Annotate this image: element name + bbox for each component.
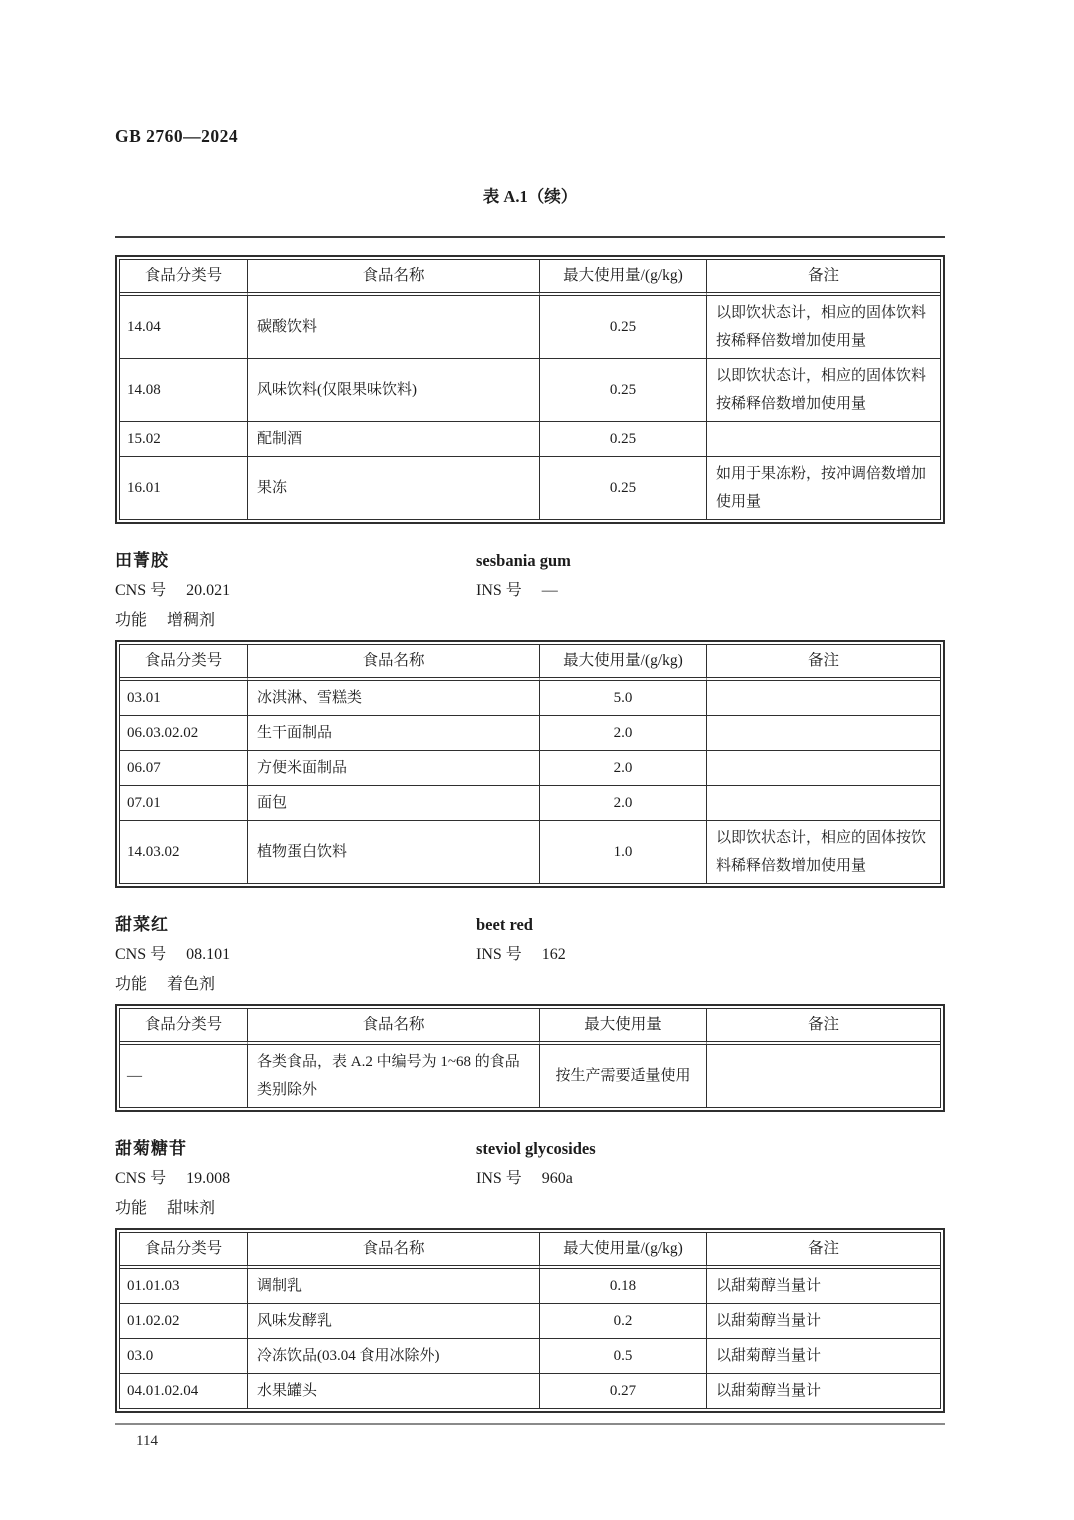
table-cell-name: 风味饮料(仅限果味饮料) — [248, 359, 540, 422]
additive-name-en: steviol glycosides — [476, 1139, 596, 1158]
ins-value: — — [541, 582, 558, 599]
table-cell-name: 调制乳 — [248, 1269, 540, 1304]
table-cell-code: 14.03.02 — [120, 821, 248, 883]
table-cell-note — [707, 1045, 940, 1107]
ins-label: INS 号 — [476, 946, 522, 963]
table-cell-note: 以甜菊醇当量计 — [716, 1383, 822, 1399]
table-cell-max: 2.0 — [540, 751, 707, 786]
table-header-row — [120, 1009, 940, 1045]
additive-name-en: sesbania gum — [476, 551, 571, 570]
cns-label: CNS 号 — [115, 1170, 167, 1187]
table-cell-max: 1.0 — [540, 821, 707, 883]
cns-pair — [115, 1164, 476, 1194]
table-cell-max: 0.25 — [540, 457, 707, 519]
table-cell-note — [707, 681, 940, 716]
table-title: 表 A.1（续） — [482, 187, 578, 206]
usage-table-beet-red — [119, 1008, 941, 1108]
table-cell-note: 以甜菊醇当量计 — [707, 1339, 940, 1374]
table-cell-max: 2.0 — [540, 716, 707, 751]
usage-table-wrapper — [115, 1004, 945, 1112]
cns-value: 08.101 — [186, 946, 231, 963]
table-cell-name: 方便米面制品 — [248, 751, 540, 786]
additive-name-en: beet red — [476, 915, 533, 934]
column-header: 最大使用量 — [540, 1009, 707, 1045]
cns-label: CNS 号 — [115, 582, 167, 599]
table-cell-max: 0.25 — [540, 422, 707, 457]
column-header: 食品分类号 — [120, 1233, 248, 1269]
additive-name-row — [115, 910, 945, 940]
table-cell-code: 01.02.02 — [120, 1304, 248, 1339]
ins-label: INS 号 — [476, 582, 522, 599]
column-header: 备注 — [707, 645, 940, 681]
table-cell-code: 01.01.03 — [120, 1269, 248, 1304]
additive-name-zh: 田菁胶 — [115, 551, 169, 570]
ins-pair — [476, 940, 945, 970]
table-cell-code: 03.0 — [120, 1339, 248, 1374]
additive-name-row — [115, 546, 945, 576]
table-cell-note — [707, 751, 940, 786]
additive-id-row — [115, 576, 945, 606]
column-header: 备注 — [707, 1009, 940, 1045]
table-cell-note — [707, 716, 940, 751]
column-header: 最大使用量/(g/kg) — [540, 1233, 707, 1269]
table-cell-name: 水果罐头 — [248, 1374, 540, 1408]
table-cell-max: 0.25 — [540, 359, 707, 422]
table-cell-note: 以即饮状态计，相应的固体饮料按稀释倍数增加使用量 — [707, 359, 940, 422]
table-cell-name: 生干面制品 — [248, 716, 540, 751]
table-cell-max: 0.2 — [540, 1304, 707, 1339]
table-row — [120, 422, 940, 457]
table-cell-max: 5.0 — [540, 681, 707, 716]
table-row — [120, 1339, 940, 1374]
additive-name-zh: 甜菊糖苷 — [115, 1139, 187, 1158]
table-row — [120, 1269, 940, 1304]
additive-function-row — [115, 1194, 945, 1224]
additive-id-row — [115, 940, 945, 970]
table-cell-name: 植物蛋白饮料 — [248, 821, 540, 883]
usage-table-steviol-glycosides — [119, 1232, 941, 1409]
column-header: 食品名称 — [248, 1009, 540, 1045]
usage-table-continued — [119, 259, 941, 520]
table-row — [120, 1045, 940, 1107]
function-label: 功能 — [115, 612, 148, 629]
table-row — [120, 821, 940, 883]
footer-rule — [115, 1423, 945, 1425]
table-header-row — [120, 260, 940, 296]
table-cell-note: 如用于果冻粉，按冲调倍数增加使用量 — [716, 466, 927, 510]
ins-value: 960a — [541, 1170, 573, 1187]
function-pair — [115, 970, 476, 1000]
function-label: 功能 — [115, 976, 148, 993]
ins-value: 162 — [541, 946, 566, 963]
additive-name-zh: 甜菜红 — [115, 915, 169, 934]
table-cell-note — [707, 422, 940, 457]
table-row — [120, 681, 940, 716]
table-cell-note: 以甜菊醇当量计 — [707, 1304, 940, 1339]
ins-pair — [476, 1164, 945, 1194]
table-row — [120, 359, 940, 422]
table-cell-code: 04.01.02.04 — [120, 1374, 248, 1408]
function-pair — [115, 1194, 476, 1224]
column-header: 备注 — [707, 260, 940, 296]
ins-pair — [476, 576, 945, 606]
table-cell-code: 14.08 — [120, 359, 248, 422]
column-header: 食品分类号 — [120, 260, 248, 296]
usage-table-wrapper — [115, 640, 945, 888]
page-content — [115, 0, 945, 1450]
table-cell-code: 15.02 — [120, 422, 248, 457]
cns-value: 19.008 — [186, 1170, 231, 1187]
column-header: 食品名称 — [248, 1233, 540, 1269]
additive-section-steviol-glycosides — [115, 1134, 945, 1413]
table-cell-name: 配制酒 — [248, 422, 540, 457]
table-row — [120, 1304, 940, 1339]
table-cell-name: 碳酸饮料 — [248, 296, 540, 359]
table-cell-max: 0.27 — [540, 1374, 707, 1408]
cns-pair — [115, 576, 476, 606]
table-row — [120, 786, 940, 821]
table-cell-note: 以即饮状态计，相应的固体饮料按稀释倍数增加使用量 — [707, 296, 940, 359]
table-row — [120, 1374, 940, 1408]
page-number: 114 — [136, 1433, 158, 1449]
function-value: 着色剂 — [167, 976, 216, 993]
ins-label: INS 号 — [476, 1170, 522, 1187]
table-cell-name: 风味发酵乳 — [248, 1304, 540, 1339]
table-cell-name: 各类食品，表 A.2 中编号为 1~68 的食品类别除外 — [248, 1045, 540, 1107]
additive-id-row — [115, 1164, 945, 1194]
table-row — [120, 296, 940, 359]
table-cell-name: 冰淇淋、雪糕类 — [248, 681, 540, 716]
table-cell-code: 06.07 — [120, 751, 248, 786]
column-header: 食品分类号 — [120, 645, 248, 681]
usage-table-sesbania-gum — [119, 644, 941, 884]
table-cell-code: 07.01 — [120, 786, 248, 821]
cns-label: CNS 号 — [115, 946, 167, 963]
additive-function-row — [115, 970, 945, 1000]
table-cell-note: 以即饮状态计，相应的固体按饮料稀释倍数增加使用量 — [716, 830, 927, 874]
table-cell-max: 按生产需要适量使用 — [540, 1045, 707, 1107]
column-header: 最大使用量/(g/kg) — [540, 645, 707, 681]
table-cell-max: 0.25 — [540, 296, 707, 359]
additive-function-row — [115, 606, 945, 636]
column-header: 备注 — [707, 1233, 940, 1269]
column-header: 食品名称 — [248, 645, 540, 681]
column-header: 食品分类号 — [120, 1009, 248, 1045]
table-cell-code: 03.01 — [120, 681, 248, 716]
additive-section-sesbania-gum — [115, 546, 945, 888]
title-rule — [115, 236, 945, 238]
column-header: 食品名称 — [248, 260, 540, 296]
function-value: 甜味剂 — [167, 1200, 216, 1217]
standard-code: GB 2760—2024 — [115, 126, 239, 146]
table-row — [120, 716, 940, 751]
cns-value: 20.021 — [186, 582, 231, 599]
table-row — [120, 457, 940, 519]
table-cell-code: 06.03.02.02 — [120, 716, 248, 751]
table-cell-max: 2.0 — [540, 786, 707, 821]
table-row — [120, 751, 940, 786]
cns-pair — [115, 940, 476, 970]
additive-section-beet-red — [115, 910, 945, 1112]
function-label: 功能 — [115, 1200, 148, 1217]
table-header-row — [120, 1233, 940, 1269]
table-cell-code: 16.01 — [120, 457, 248, 519]
table-header-row — [120, 645, 940, 681]
table-cell-max: 0.5 — [540, 1339, 707, 1374]
table-cell-note — [707, 786, 940, 821]
function-pair — [115, 606, 476, 636]
table-cell-name: 面包 — [248, 786, 540, 821]
usage-table-wrapper — [115, 1228, 945, 1413]
table-cell-name: 果冻 — [248, 457, 540, 519]
continued-table-wrapper — [115, 255, 945, 524]
table-cell-name: 冷冻饮品(03.04 食用冰除外) — [248, 1339, 540, 1374]
table-cell-note: 以甜菊醇当量计 — [707, 1269, 940, 1304]
column-header: 最大使用量/(g/kg) — [540, 260, 707, 296]
table-cell-code: 14.04 — [120, 296, 248, 359]
table-cell-code: — — [120, 1045, 248, 1107]
function-value: 增稠剂 — [167, 612, 216, 629]
additive-name-row — [115, 1134, 945, 1164]
table-cell-max: 0.18 — [540, 1269, 707, 1304]
